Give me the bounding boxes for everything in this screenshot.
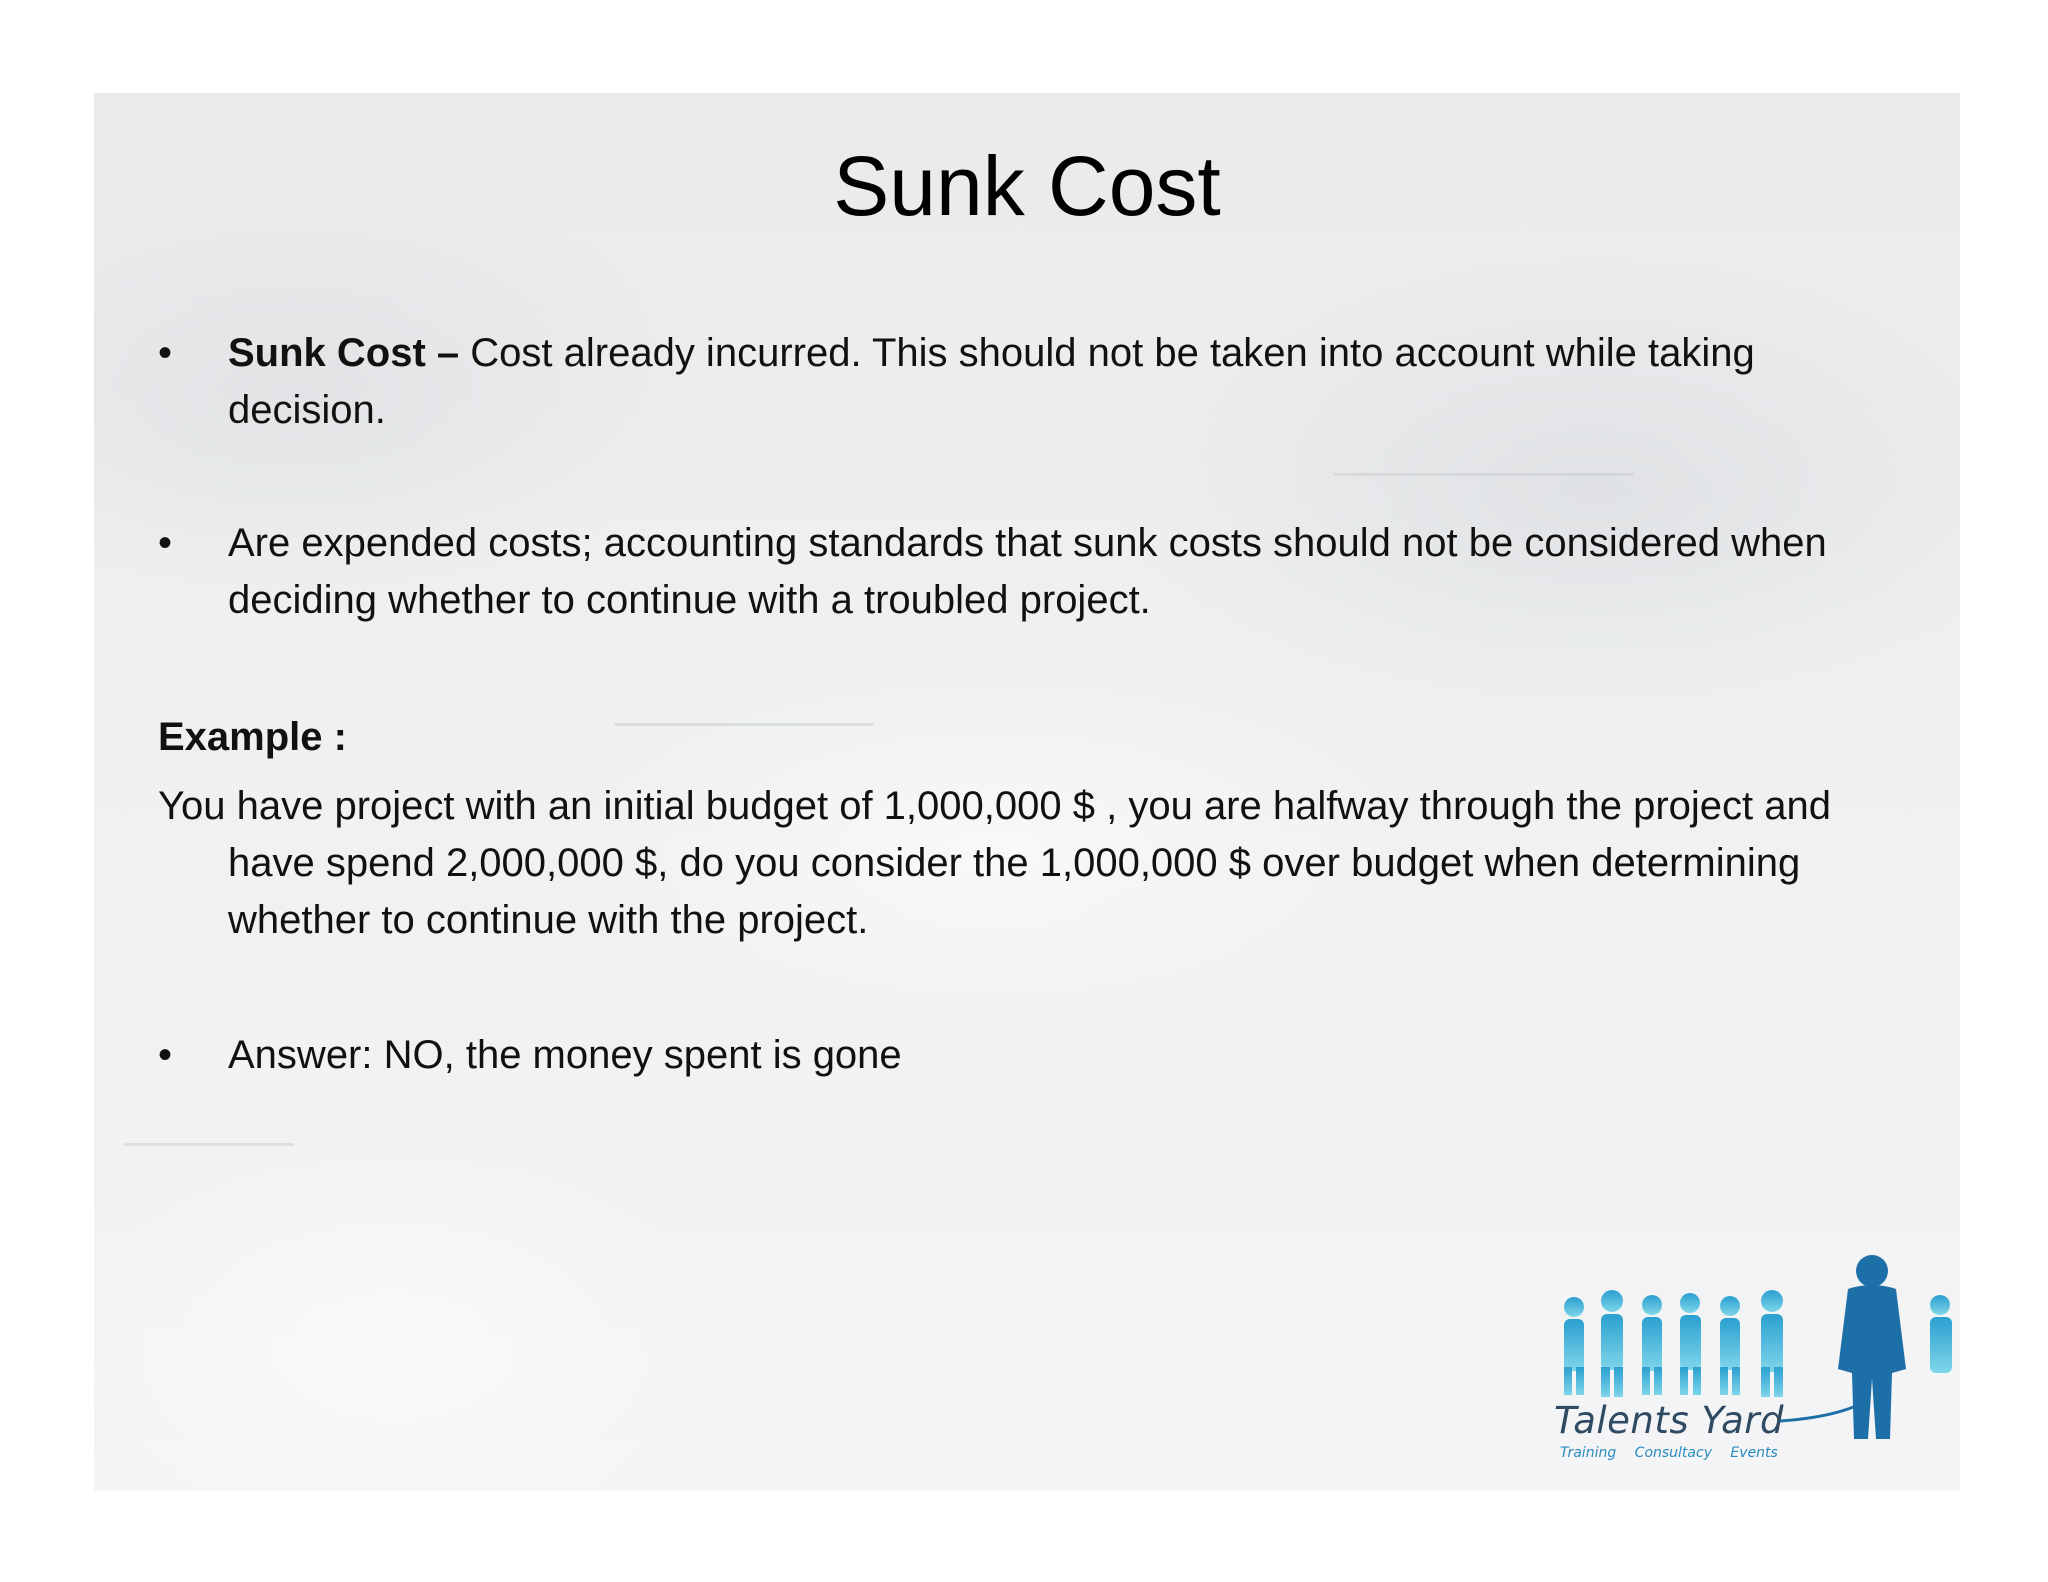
example-heading: Example : [158, 715, 347, 759]
slide [94, 93, 1960, 1491]
bullet-bold-term: Sunk Cost – [228, 331, 460, 375]
bullet-text: Cost already incurred. This should not be taken into account while taking decision. [228, 331, 1755, 432]
answer-text: Answer: NO, the money spent is gone [228, 1033, 902, 1077]
bullet-item [158, 515, 1918, 629]
logo-tagline: Training Consultacy Events [1560, 1445, 1778, 1461]
bullet-item [158, 325, 1918, 439]
talents-yard-logo [1540, 1249, 1960, 1469]
bullet-text: Are expended costs; accounting standards that sunk costs should not be considered when deciding whether to continue with a troubled project. [228, 521, 1827, 622]
logo-name: Talents Yard [1554, 1399, 1785, 1442]
background-streak [124, 1143, 294, 1146]
slide-body [158, 325, 1918, 1084]
bullet-dot: • [158, 521, 173, 565]
bullet-item [158, 1027, 1918, 1084]
slide-title: Sunk Cost [833, 139, 1221, 233]
bullet-dot: • [158, 1033, 173, 1077]
example-text: You have project with an initial budget of 1,000,000 $ , you are halfway through the project and have spend 2,000,000 $, do you consider the 1,000,000 $ over budget when determining whether to continue with the project. [158, 784, 1832, 942]
bullet-dot: • [158, 331, 173, 375]
